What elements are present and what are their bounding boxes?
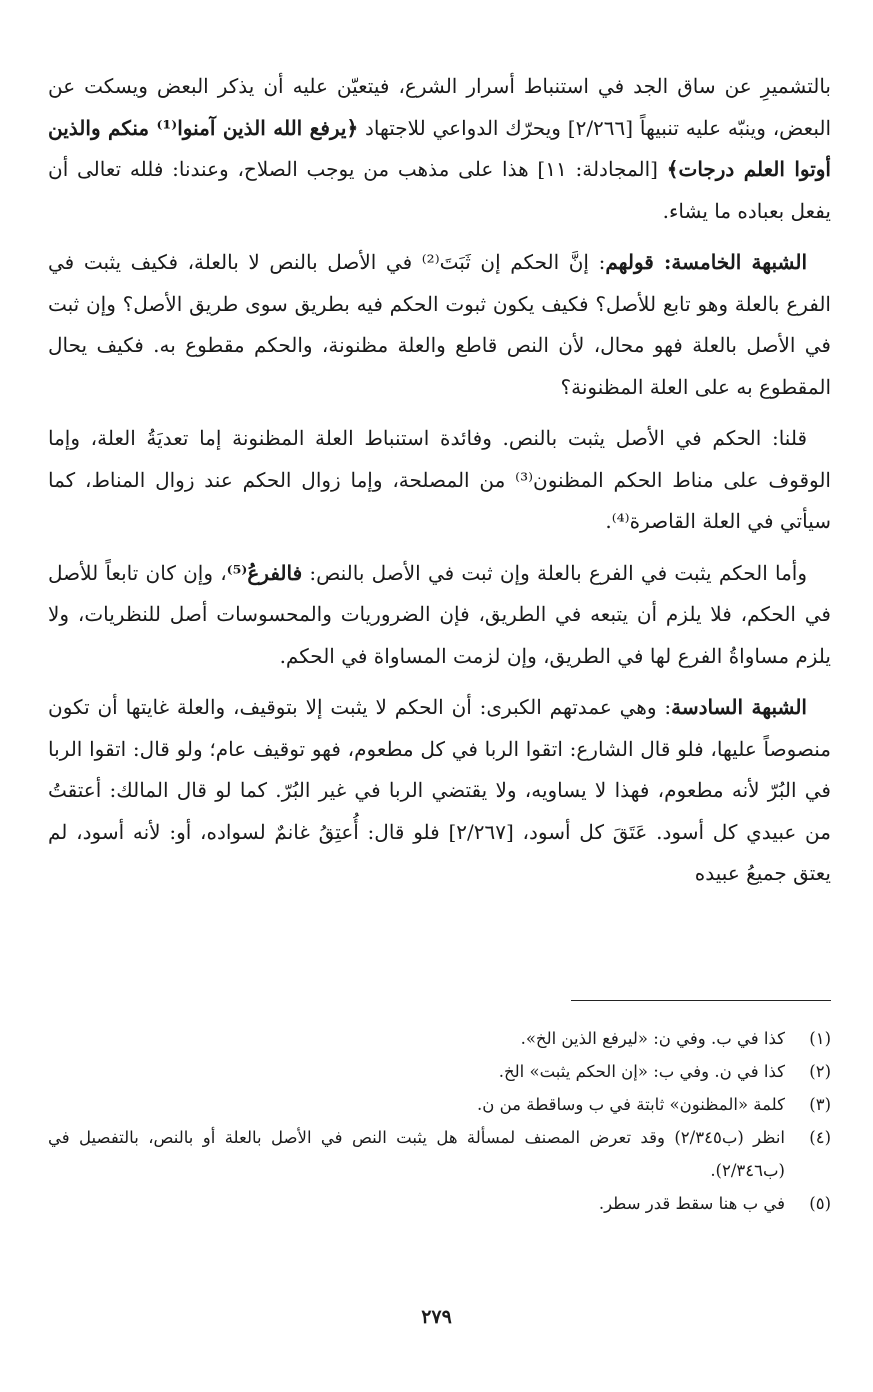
footnote-number: (٢): [809, 1062, 831, 1081]
footnote-number: (٣): [809, 1095, 831, 1114]
page-number: ٢٧٩: [421, 1306, 452, 1328]
footnote-text: كذا في ن. وفي ب: «إن الحكم يثبت» الخ.: [498, 1062, 785, 1081]
paragraph-text: : إنَّ الحكم إن ثَبَتَ⁽²⁾ في الأصل بالنص لا بالعلة، فكيف يثبت في الفرع بالعلة وهو تابع للأصل؟ فكيف يكون ثبوت الحكم فيه بطريق سوى طريق الأصل؟ وإن ثبت في الأصل بالعلة فهو محال، لأن النص قاطع والعلة مظنونة، والحكم مقطوع به. فكيف يحال المقطوع به على العلة المظنونة؟: [48, 250, 831, 399]
footnote: [48, 1055, 831, 1088]
paragraph-text: بالتشميرِ عن ساق الجد في استنباط أسرار الشرع، فيتعيّن عليه أن يذكر البعض ويسكت عن البعض، وينبّه عليه تنبيهاً [٢/٢٦٦] ويحرّك الدواعي للاجتهاد: [48, 74, 832, 140]
footnotes: [48, 1022, 831, 1220]
paragraph-reply: قلنا: الحكم في الأصل يثبت بالنص. وفائدة استنباط العلة المظنونة إما تعديَةُ العلة، وإما الوقوف على مناط الحكم المظنون⁽³⁾ من المصلحة، وإما زوال الحكم عند زوال المناط، كما سيأتي في العلة القاصرة⁽⁴⁾.: [48, 426, 831, 533]
section-heading: الشبهة السادسة: [671, 695, 807, 719]
footnote-text: كذا في ب. وفي ن: «ليرفع الذين الخ».: [520, 1029, 785, 1048]
footnote-number: (٤): [809, 1128, 831, 1147]
quran-verse: ﴿يرفع الله الذين آمنوا⁽¹⁾ منكم والذين أوتوا العلم درجات﴾: [48, 115, 831, 181]
footnote-separator: [571, 1000, 831, 1001]
paragraph-derivative: [48, 553, 831, 678]
paragraph-continuation: [48, 66, 831, 232]
footnote-number: (١): [809, 1029, 831, 1048]
footnote-number: (٥): [809, 1194, 831, 1213]
footnote: [48, 1121, 831, 1187]
footnote-text: في ب هنا سقط قدر سطر.: [598, 1194, 785, 1213]
section-heading: الشبهة الخامسة: قولهم: [605, 250, 808, 274]
paragraph-text: وأما الحكم يثبت في الفرع بالعلة وإن ثبت في الأصل بالنص:: [302, 560, 807, 585]
paragraph-sixth-objection: [48, 687, 831, 895]
footnote: [48, 1088, 831, 1121]
footnote: [48, 1187, 831, 1220]
footnote-text: انظر (ب٢/٣٤٥) وقد تعرض المصنف لمسألة هل يثبت النص في الأصل بالعلة أو بالنص، بالتفصيل في (ب٢/٣٤٦).: [48, 1128, 785, 1180]
main-text: [48, 66, 831, 895]
footnote-text: كلمة «المظنون» ثابتة في ب وساقطة من ن.: [477, 1095, 785, 1114]
paragraph-text: : وهي عمدتهم الكبرى: أن الحكم لا يثبت إلا بتوقيف، والعلة غايتها أن تكون منصوصاً عليها، فلو قال الشارع: اتقوا الربا في كل مطعوم، فهو توقيف عام؛ ولو قال: اتقوا الربا في البُرّ لأنه مطعوم، فهذا لا يساويه، ولا يقتضي الربا في غير البُرّ. كما لو قال المالك: أعتقتُ من عبيدي كل أسود. عَتَقَ كل أسود، [٢/٢٦٧] فلو قال: أُعتِقُ غانمٌ لسواده، أو: لأنه أسود، لم يعتق جميعُ عبيده: [48, 695, 831, 885]
paragraph-fifth-objection: [48, 242, 831, 408]
footnote: [48, 1022, 831, 1055]
bold-term: فالفرعُ⁽⁵⁾: [226, 560, 303, 585]
paragraph-text: ، وإن كان تابعاً للأصل في الحكم، فلا يلزم أن يتبعه في الطريق، فإن الضروريات والمحسوسات أصل للنظريات، ولا يلزم مساواةُ الفرع لها في الطريق، وإن لزمت المساواة في الحكم.: [48, 560, 831, 668]
paragraph-text: [المجادلة: ١١] هذا على مذهب من يوجب الصلاح، وعندنا: فلله تعالى أن يفعل بعباده ما يشاء.: [48, 157, 831, 223]
